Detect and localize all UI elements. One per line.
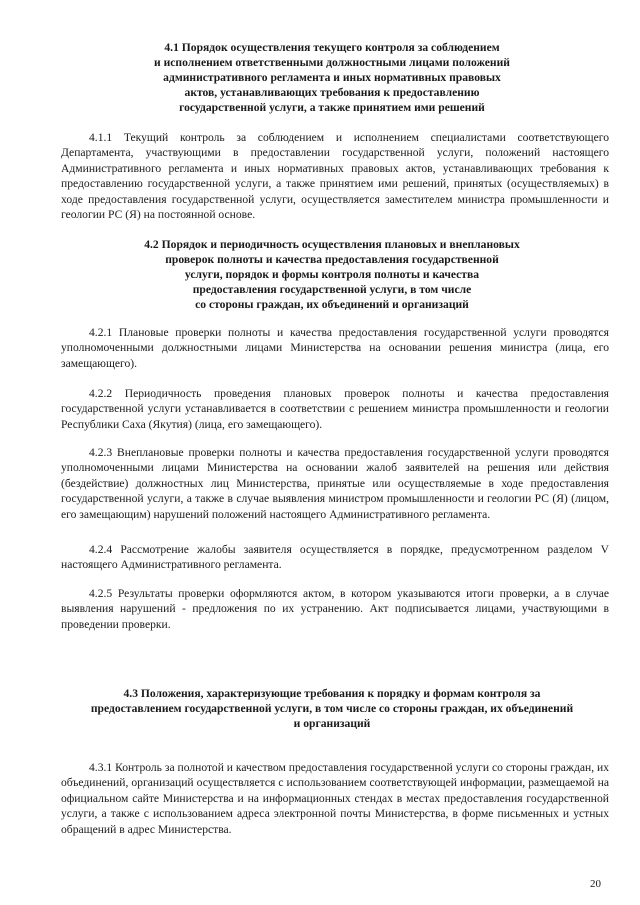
heading-line: 4.2 Порядок и периодичность осуществления плановых и внеплановых [144, 238, 520, 251]
section-4-1-heading [56, 40, 608, 115]
heading-line: государственной услуги, а также принятием ими решений [179, 101, 485, 114]
paragraph-4-2-4: 4.2.4 Рассмотрение жалобы заявителя осуществляется в порядке, предусмотренном разделом V настоящего Административного регламента. [61, 543, 609, 572]
heading-line: предоставлением государственной услуги, в том числе со стороны граждан, их объединений [90, 702, 574, 715]
heading-line: предоставления государственной услуги, в том числе [192, 283, 472, 296]
heading-line: 4.1 Порядок осуществления текущего контроля за соблюдением [164, 41, 500, 54]
heading-line: и организаций [293, 717, 371, 730]
heading-line: со стороны граждан, их объединений и организаций [195, 298, 469, 311]
section-4-3-heading [56, 686, 608, 731]
section-4-2-heading [56, 237, 608, 312]
heading-line: проверок полноты и качества предоставления государственной [165, 253, 499, 266]
paragraph-4-2-1: 4.2.1 Плановые проверки полноты и качества предоставления государственной услуги проводятся уполномоченными должностными лицами Министерства на основании решения министра (лица, его замещающего). [61, 326, 609, 370]
paragraph-4-2-2: 4.2.2 Периодичность проведения плановых проверок полноты и качества предоставления государственной услуги устанавливается в соответствии с решением министра промышленности и геологии Республики Саха (Якутия) (лица, его замещающего). [61, 387, 609, 431]
paragraph-4-3-1: 4.3.1 Контроль за полнотой и качеством предоставления государственной услуги со стороны граждан, их объединений, организаций осуществляется с использованием соответствующей информации, размещаемой на официальном сайте Министерства и на информационных стендах в местах предоставления государственной услуги, а также с использованием адреса электронной почты Министерства, в форме письменных и устных обращений в адрес Министерства. [61, 761, 609, 836]
paragraph-4-2-3: 4.2.3 Внеплановые проверки полноты и качества предоставления государственной услуги проводятся уполномоченными лицами Министерства на основании жалоб заявителей на решения или действия (бездействие) должностных лиц Министерства, принятые или осуществляемые в ходе предоставления государственной услуги, а также в случае выявления министром промышленности и геологии РС (Я) (лицом, его замещающим) нарушений положений настоящего Административного регламента. [61, 446, 609, 521]
paragraph-4-1-1: 4.1.1 Текущий контроль за соблюдением и исполнением специалистами соответствующего Департамента, участвующими в предоставлении государственной услуги, положений настоящего Административного регламента и иных нормативных правовых актов, устанавливающих требования к предоставлению государственной услуги, а также принятием ими решений, принятых (осуществляемых) в ходе предоставления государственной услуги, осуществляется заместителем министра промышленности и геологии РС (Я) на постоянной основе. [61, 131, 609, 222]
heading-line: и исполнением ответственными должностными лицами положений [154, 56, 510, 69]
page-number: 20 [590, 878, 601, 890]
heading-line: административного регламента и иных нормативных правовых [163, 71, 501, 84]
heading-line: 4.3 Положения, характеризующие требования к порядку и формам контроля за [123, 687, 541, 700]
heading-line: услуги, порядок и формы контроля полноты и качества [184, 268, 480, 281]
paragraph-4-2-5: 4.2.5 Результаты проверки оформляются актом, в котором указываются итоги проверки, а в случае выявления нарушений - предложения по их устранению. Акт подписывается лицами, участвующими в проведении проверки. [61, 587, 609, 631]
heading-line: актов, устанавливающих требования к предоставлению [184, 86, 480, 99]
